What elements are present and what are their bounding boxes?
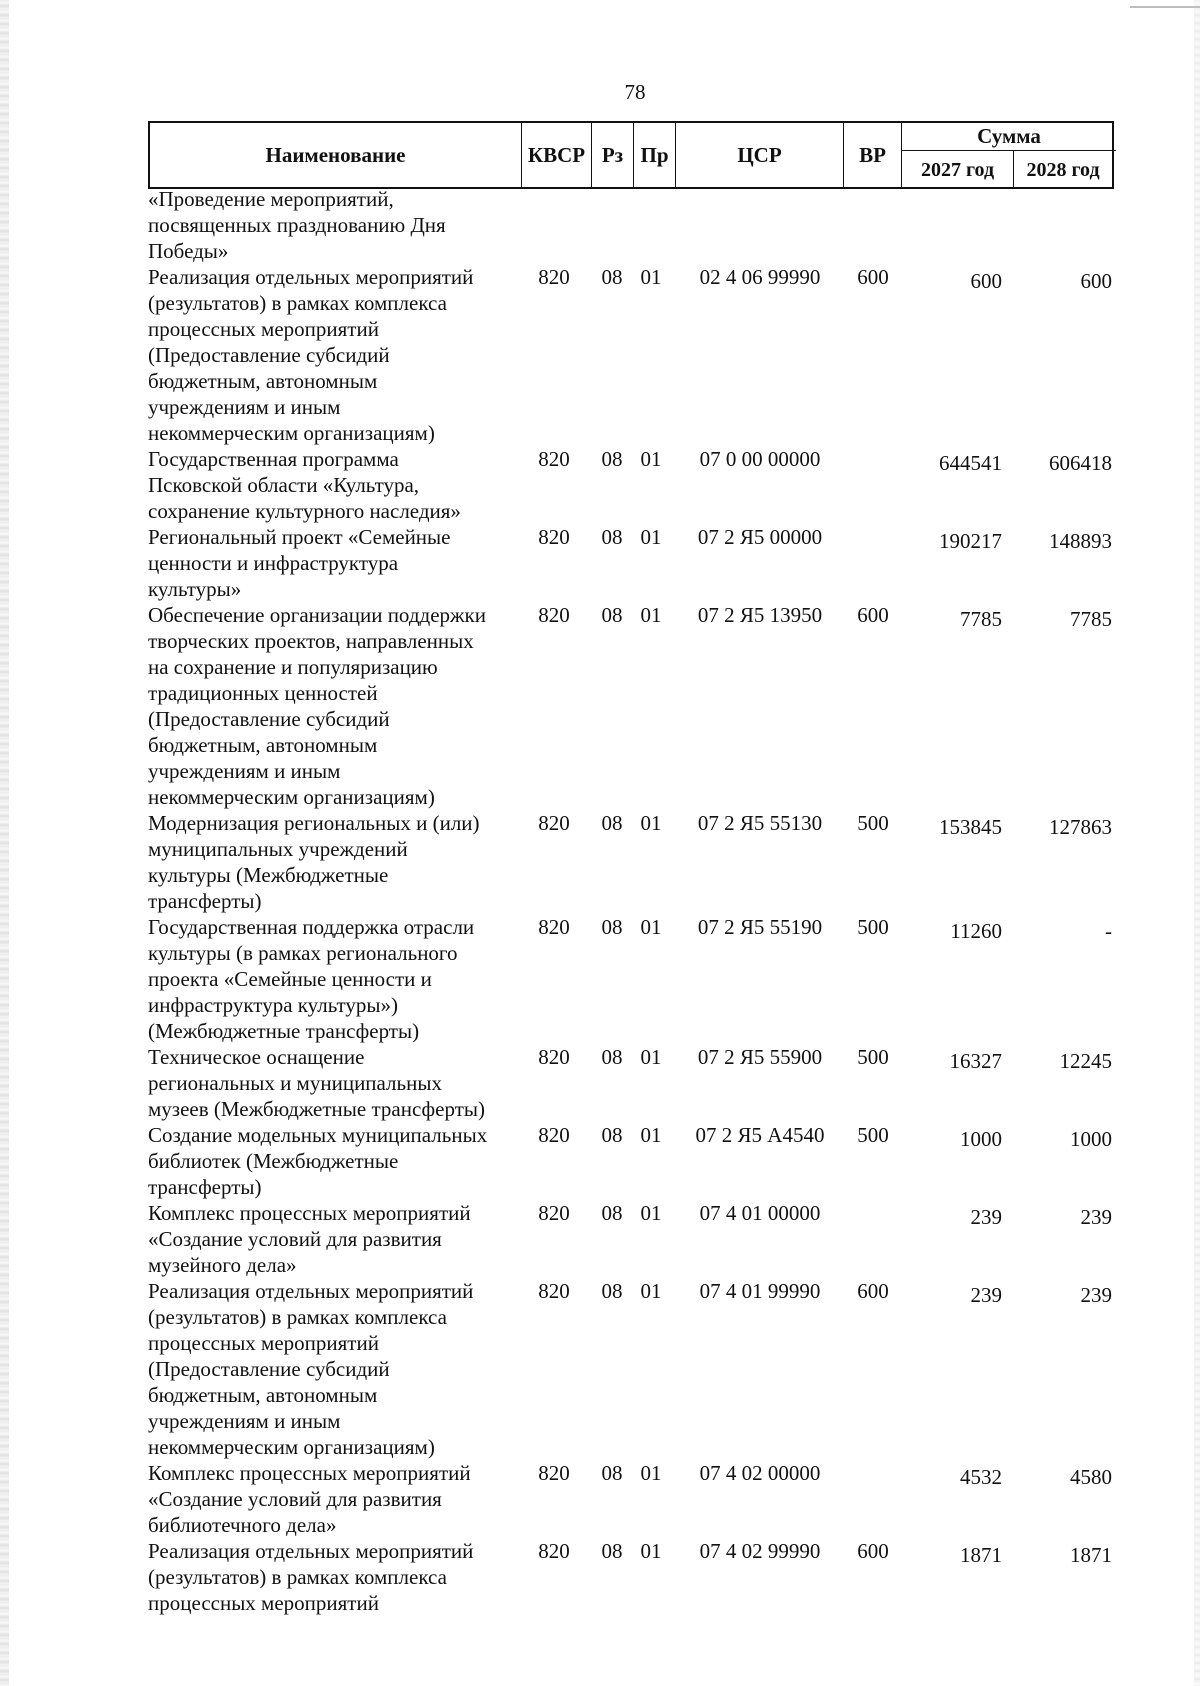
row-kvsr: 820 xyxy=(538,1045,570,1069)
row-name: Комплекс процессных мероприятий «Создание условий для развития библиотечного дела» xyxy=(148,1461,471,1537)
row-2028: 1871 xyxy=(1070,1543,1112,1567)
row-kvsr: 820 xyxy=(538,1461,570,1485)
row-name: Реализация отдельных мероприятий (результатов) в рамках комплекса процессных мероприятий (Предоставление субсидий бюджетным, автономным учреждениям и иным некоммерческим организациям) xyxy=(148,1279,474,1459)
row-2027: 644541 xyxy=(939,451,1002,475)
row-2027: 1000 xyxy=(960,1127,1002,1151)
row-pr: 01 xyxy=(640,525,662,549)
row-rz: 08 xyxy=(601,1123,623,1147)
row-rz: 08 xyxy=(601,525,623,549)
row-2027: 600 xyxy=(970,269,1002,293)
header-name: Наименование xyxy=(150,123,522,187)
row-vr: 600 xyxy=(857,265,889,289)
row-vr: 600 xyxy=(857,1539,889,1563)
row-2028: 1000 xyxy=(1070,1127,1112,1151)
row-kvsr: 820 xyxy=(538,525,570,549)
scan-corner-mark xyxy=(1130,6,1200,8)
row-pr: 01 xyxy=(640,1201,662,1225)
row-name: Техническое оснащение региональных и муниципальных музеев (Межбюджетные трансферты) xyxy=(148,1045,485,1121)
row-csr: 07 2 Я5 00000 xyxy=(697,525,823,549)
row-pr: 01 xyxy=(640,1461,662,1485)
row-2027: 4532 xyxy=(960,1465,1002,1489)
row-2028: 7785 xyxy=(1070,607,1112,631)
row-csr: 07 4 01 99990 xyxy=(699,1279,821,1303)
row-name: Реализация отдельных мероприятий (результатов) в рамках комплекса процессных мероприятий (Предоставление субсидий бюджетным, автономным учреждениям и иным некоммерческим организациям) xyxy=(148,265,474,445)
scan-edge-right xyxy=(1194,0,1200,1686)
row-rz: 08 xyxy=(601,1279,623,1303)
row-csr: 07 2 Я5 55900 xyxy=(697,1045,823,1069)
header-vr: ВР xyxy=(844,123,902,187)
row-name: Государственная поддержка отрасли культуры (в рамках регионального проекта «Семейные ценности и инфраструктура культуры») (Межбюджетные трансферты) xyxy=(148,915,475,1043)
row-2027: 7785 xyxy=(960,607,1002,631)
header-kvsr: КВСР xyxy=(522,123,592,187)
row-2027: 153845 xyxy=(939,815,1002,839)
row-2028: 600 xyxy=(1080,269,1112,293)
header-pr: Пр xyxy=(634,123,676,187)
row-rz: 08 xyxy=(601,1201,623,1225)
row-csr: 07 4 01 00000 xyxy=(699,1201,821,1225)
row-rz: 08 xyxy=(601,265,623,289)
row-rz: 08 xyxy=(601,1539,623,1563)
row-kvsr: 820 xyxy=(538,1279,570,1303)
row-csr: 02 4 06 99990 xyxy=(699,265,821,289)
row-vr: 500 xyxy=(857,1123,889,1147)
row-kvsr: 820 xyxy=(538,1123,570,1147)
row-2028: 127863 xyxy=(1049,815,1112,839)
row-2027: 11260 xyxy=(950,919,1002,943)
header-year-2028: 2028 год xyxy=(1026,158,1100,181)
row-name: Комплекс процессных мероприятий «Создание условий для развития музейного дела» xyxy=(148,1201,471,1277)
header-summa: Сумма xyxy=(902,123,1116,151)
row-pr: 01 xyxy=(640,265,662,289)
row-csr: 07 2 Я5 55130 xyxy=(697,811,823,835)
row-kvsr: 820 xyxy=(538,447,570,471)
row-2028: 239 xyxy=(1080,1283,1112,1307)
row-2028: 4580 xyxy=(1070,1465,1112,1489)
row-csr: 07 2 Я5 13950 xyxy=(697,603,823,627)
row-2027: 239 xyxy=(970,1205,1002,1229)
row-2027: 239 xyxy=(970,1283,1002,1307)
row-name: Обеспечение организации поддержки творческих проектов, направленных на сохранение и популяризацию традиционных ценностей (Предоставление субсидий бюджетным, автономным учреждениям и иным некоммерческим организациям) xyxy=(148,603,486,809)
row-vr: 500 xyxy=(857,1045,889,1069)
row-pr: 01 xyxy=(640,1539,662,1563)
row-2028: 12245 xyxy=(1059,1049,1112,1073)
row-kvsr: 820 xyxy=(538,1201,570,1225)
row-pr: 01 xyxy=(640,811,662,835)
row-name: Реализация отдельных мероприятий (результатов) в рамках комплекса процессных мероприятий xyxy=(148,1539,474,1615)
row-pr: 01 xyxy=(640,603,662,627)
scan-edge-left xyxy=(0,0,9,1686)
row-rz: 08 xyxy=(601,603,623,627)
table-header xyxy=(148,121,1114,189)
row-pr: 01 xyxy=(640,915,662,939)
row-rz: 08 xyxy=(601,811,623,835)
row-2028: - xyxy=(1105,919,1112,943)
row-2028: 148893 xyxy=(1049,529,1112,553)
row-rz: 08 xyxy=(601,1045,623,1069)
row-pr: 01 xyxy=(640,1123,662,1147)
row-2028: 606418 xyxy=(1049,451,1112,475)
header-rz: Рз xyxy=(592,123,634,187)
row-2028: 239 xyxy=(1080,1205,1112,1229)
row-csr: 07 0 00 00000 xyxy=(699,447,821,471)
row-rz: 08 xyxy=(601,1461,623,1485)
row-vr: 600 xyxy=(857,603,889,627)
row-rz: 08 xyxy=(601,915,623,939)
row-name: Создание модельных муниципальных библиотек (Межбюджетные трансферты) xyxy=(148,1123,488,1199)
row-pr: 01 xyxy=(640,1045,662,1069)
row-name: Государственная программа Псковской области «Культура, сохранение культурного наследия» xyxy=(148,447,461,523)
row-kvsr: 820 xyxy=(538,915,570,939)
row-csr: 07 4 02 00000 xyxy=(699,1461,821,1485)
row-kvsr: 820 xyxy=(538,603,570,627)
row-name: Региональный проект «Семейные ценности и инфраструктура культуры» xyxy=(148,525,451,601)
row-name: Модернизация региональных и (или) муниципальных учреждений культуры (Межбюджетные трансферты) xyxy=(148,811,480,913)
row-kvsr: 820 xyxy=(538,1539,570,1563)
row-pr: 01 xyxy=(640,447,662,471)
row-csr: 07 4 02 99990 xyxy=(699,1539,821,1563)
row-csr: 07 2 Я5 А4540 xyxy=(695,1123,825,1147)
row-rz: 08 xyxy=(601,447,623,471)
row-2027: 190217 xyxy=(939,529,1002,553)
row-kvsr: 820 xyxy=(538,265,570,289)
row-2027: 16327 xyxy=(949,1049,1002,1073)
row-vr: 500 xyxy=(857,811,889,835)
row-name: «Проведение мероприятий, посвященных празднованию Дня Победы» xyxy=(148,187,446,263)
row-kvsr: 820 xyxy=(538,811,570,835)
page-number: 78 xyxy=(624,80,646,104)
row-vr: 600 xyxy=(857,1279,889,1303)
row-pr: 01 xyxy=(640,1279,662,1303)
row-vr: 500 xyxy=(857,915,889,939)
row-csr: 07 2 Я5 55190 xyxy=(697,915,823,939)
header-year-2027: 2027 год xyxy=(902,151,1014,189)
row-2027: 1871 xyxy=(960,1543,1002,1567)
header-csr: ЦСР xyxy=(676,123,844,187)
